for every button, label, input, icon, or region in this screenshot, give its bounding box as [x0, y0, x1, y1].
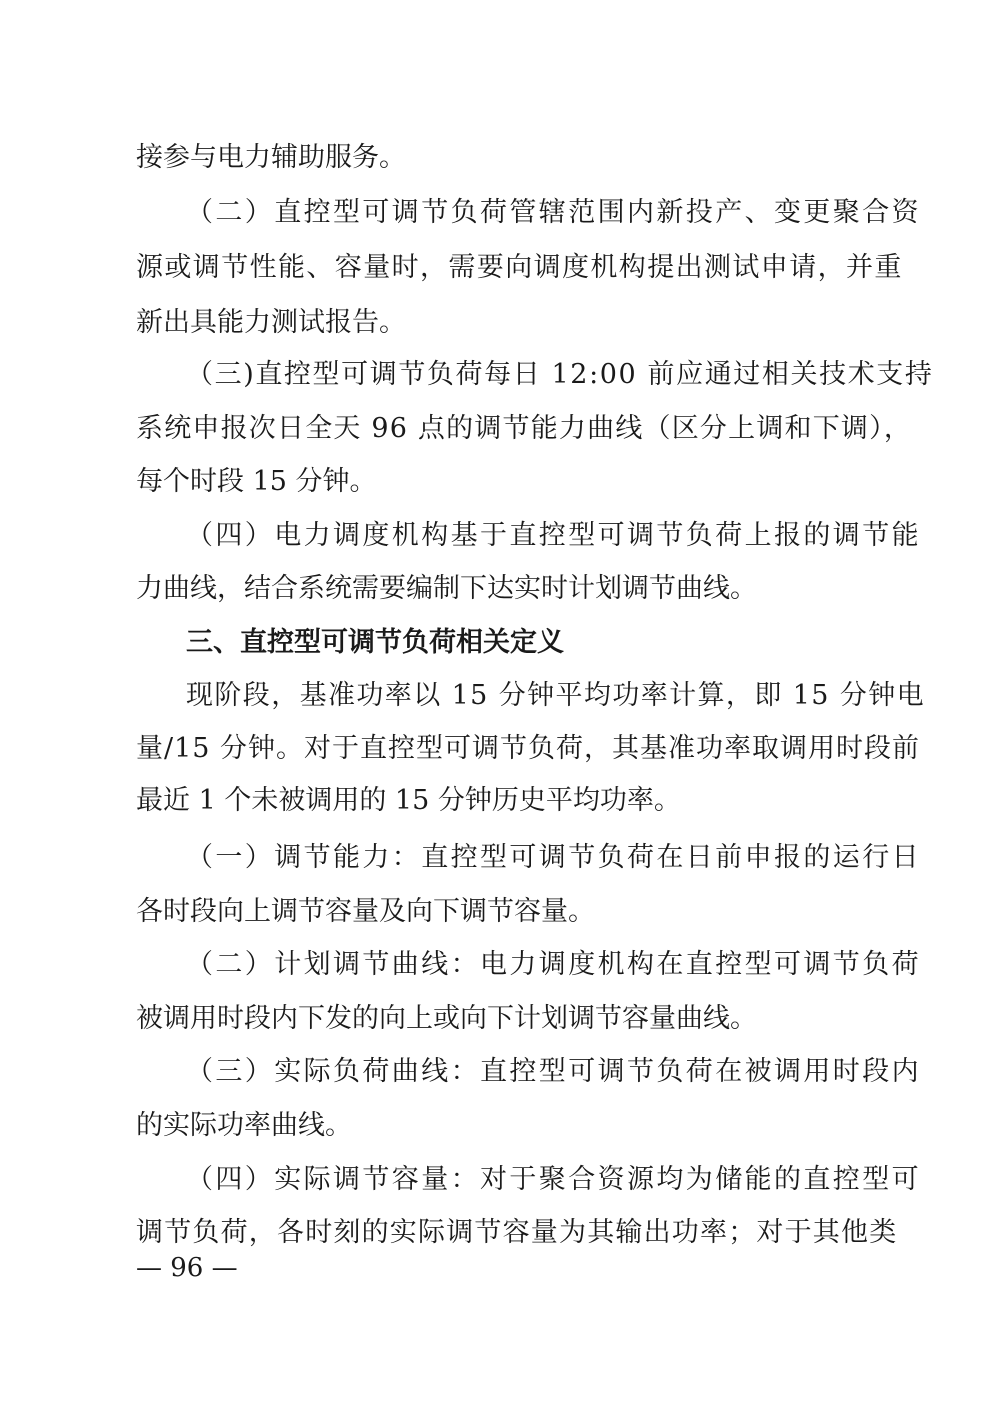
line-text: （二）计划调节曲线：电力调度机构在直控型可调节负荷: [186, 949, 921, 980]
text-line: [0, 1099, 1000, 1153]
line-text: 现阶段，基准功率以 15 分钟平均功率计算，即 15 分钟电: [186, 680, 926, 711]
line-text: 新出具能力测试报告。: [136, 307, 406, 338]
text-line: [0, 831, 1000, 885]
line-text: 被调用时段内下发的向上或向下计划调节容量曲线。: [136, 1003, 757, 1034]
text-line: [0, 669, 1000, 723]
line-text: 量/15 分钟。对于直控型可调节负荷，其基准功率取调用时段前: [136, 733, 921, 764]
line-text: （四）电力调度机构基于直控型可调节负荷上报的调节能: [186, 520, 921, 551]
text-line: [0, 1153, 1000, 1207]
line-text: 各时段向上调节容量及向下调节容量。: [136, 896, 595, 927]
text-line: [0, 885, 1000, 939]
line-text: 的实际功率曲线。: [136, 1110, 352, 1141]
line-text: （四）实际调节容量：对于聚合资源均为储能的直控型可: [186, 1164, 921, 1195]
text-line: [0, 348, 1000, 402]
line-text: 调节负荷，各时刻的实际调节容量为其输出功率；对于其他类: [136, 1217, 898, 1248]
line-text: 每个时段 15 分钟。: [136, 466, 377, 497]
line-text: （一）调节能力：直控型可调节负荷在日前申报的运行日: [186, 842, 921, 873]
text-line: [0, 296, 1000, 350]
text-line: [0, 938, 1000, 992]
text-line: [0, 131, 1000, 185]
text-line: [0, 455, 1000, 509]
text-line: [0, 1045, 1000, 1099]
section-heading: [0, 616, 1000, 670]
line-text: 系统申报次日全天 96 点的调节能力曲线（区分上调和下调），: [136, 413, 913, 444]
text-line: [0, 992, 1000, 1046]
line-text: （三)直控型可调节负荷每日 12:00 前应通过相关技术支持: [186, 359, 934, 390]
line-text: 源或调节性能、容量时，需要向调度机构提出测试申请，并重: [136, 252, 903, 283]
text-line: [0, 186, 1000, 240]
text-line: [0, 509, 1000, 563]
text-line: [0, 402, 1000, 456]
page-number: — 96 —: [136, 1253, 238, 1283]
text-line: [0, 241, 1000, 295]
line-text: 最近 1 个未被调用的 15 分钟历史平均功率。: [136, 785, 681, 816]
line-text: 力曲线，结合系统需要编制下达实时计划调节曲线。: [136, 573, 757, 604]
line-text: 接参与电力辅助服务。: [136, 142, 406, 173]
heading-text: 三、直控型可调节负荷相关定义: [186, 627, 564, 658]
text-line: [0, 562, 1000, 616]
text-line: [0, 722, 1000, 776]
line-text: （三）实际负荷曲线：直控型可调节负荷在被调用时段内: [186, 1056, 921, 1087]
text-line: [0, 774, 1000, 828]
line-text: （二）直控型可调节负荷管辖范围内新投产、变更聚合资: [186, 197, 921, 228]
